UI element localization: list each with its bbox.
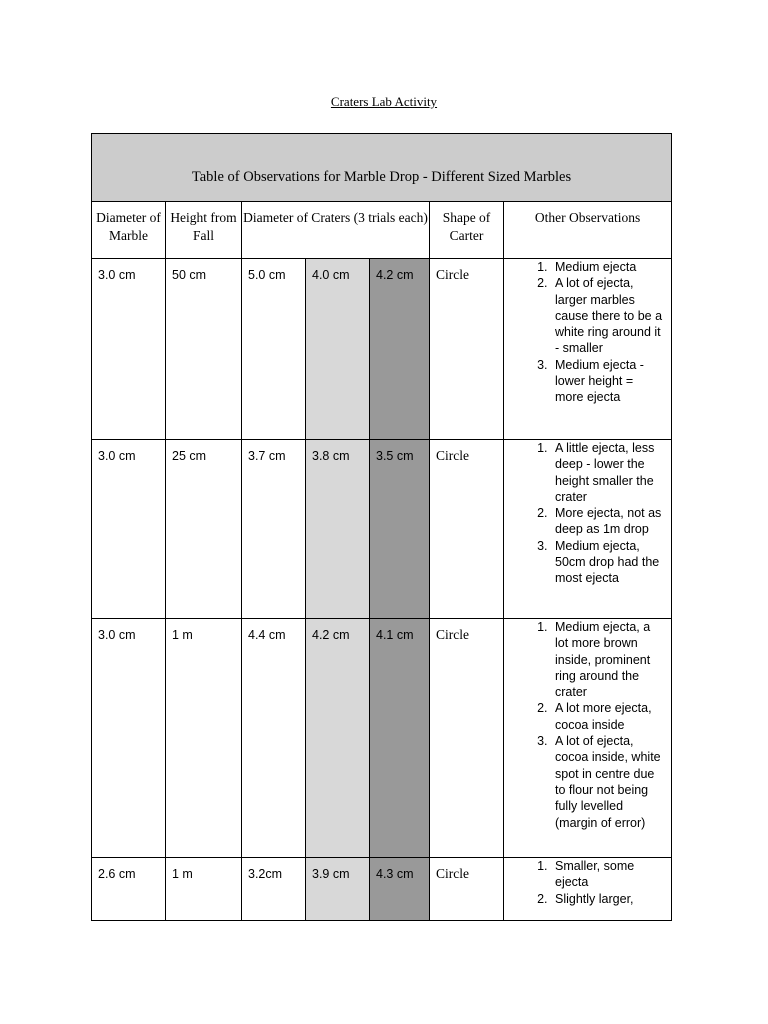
cell-diameter: 3.0 cm <box>92 259 166 440</box>
cell-trial-2: 3.8 cm <box>306 440 370 619</box>
observation-item: 1. Medium ejecta, a lot more brown inside, prominent ring around the crater <box>551 619 665 700</box>
cell-height: 1 m <box>166 858 242 921</box>
table-caption: Table of Observations for Marble Drop - Different Sized Marbles <box>92 134 672 202</box>
observation-item: 2. A lot more ejecta, cocoa inside <box>551 700 665 733</box>
header-shape: Shape of Carter <box>430 202 504 259</box>
table-row <box>92 259 672 440</box>
cell-diameter: 2.6 cm <box>92 858 166 921</box>
cell-trial-1: 5.0 cm <box>242 259 306 440</box>
observation-item: 2. A lot of ejecta, larger marbles cause there to be a white ring around it - smaller <box>551 275 665 356</box>
cell-trial-1: 3.7 cm <box>242 440 306 619</box>
cell-trial-3: 4.1 cm <box>370 619 430 858</box>
observation-item: 1. Medium ejecta <box>551 259 665 275</box>
cell-diameter: 3.0 cm <box>92 440 166 619</box>
cell-trial-1: 3.2cm <box>242 858 306 921</box>
header-diameter-of-craters: Diameter of Craters (3 trials each) <box>242 202 430 259</box>
observation-item: 1. A little ejecta, less deep - lower the height smaller the crater <box>551 440 665 505</box>
cell-trial-2: 3.9 cm <box>306 858 370 921</box>
cell-height: 50 cm <box>166 259 242 440</box>
observation-item: 3. Medium ejecta - lower height = more ejecta <box>551 357 665 406</box>
table-row <box>92 858 672 921</box>
cell-diameter: 3.0 cm <box>92 619 166 858</box>
observation-item: 3. Medium ejecta, 50cm drop had the most ejecta <box>551 538 665 587</box>
cell-trial-3: 4.2 cm <box>370 259 430 440</box>
observation-item: 2. Slightly larger, <box>551 891 665 907</box>
page-title: Craters Lab Activity <box>330 94 438 109</box>
cell-trial-2: 4.2 cm <box>306 619 370 858</box>
cell-shape: Circle <box>430 440 504 619</box>
cell-shape: Circle <box>430 259 504 440</box>
cell-trial-2: 4.0 cm <box>306 259 370 440</box>
table-row <box>92 619 672 858</box>
cell-shape: Circle <box>430 858 504 921</box>
cell-shape: Circle <box>430 619 504 858</box>
cell-observations <box>504 858 672 921</box>
cell-observations <box>504 440 672 619</box>
observation-item: 1. Smaller, some ejecta <box>551 858 665 891</box>
header-other-observations: Other Observations <box>504 202 672 259</box>
table-row <box>92 440 672 619</box>
cell-observations <box>504 619 672 858</box>
header-height-from-fall: Height from Fall <box>166 202 242 259</box>
observations-table <box>91 133 672 921</box>
cell-trial-3: 4.3 cm <box>370 858 430 921</box>
observation-item: 3. A lot of ejecta, cocoa inside, white spot in centre due to flour not being fully levelled (margin of error) <box>551 733 665 831</box>
header-diameter-of-marble: Diameter of Marble <box>92 202 166 259</box>
cell-trial-3: 3.5 cm <box>370 440 430 619</box>
cell-trial-1: 4.4 cm <box>242 619 306 858</box>
cell-height: 1 m <box>166 619 242 858</box>
cell-observations <box>504 259 672 440</box>
observation-item: 2. More ejecta, not as deep as 1m drop <box>551 505 665 538</box>
cell-height: 25 cm <box>166 440 242 619</box>
